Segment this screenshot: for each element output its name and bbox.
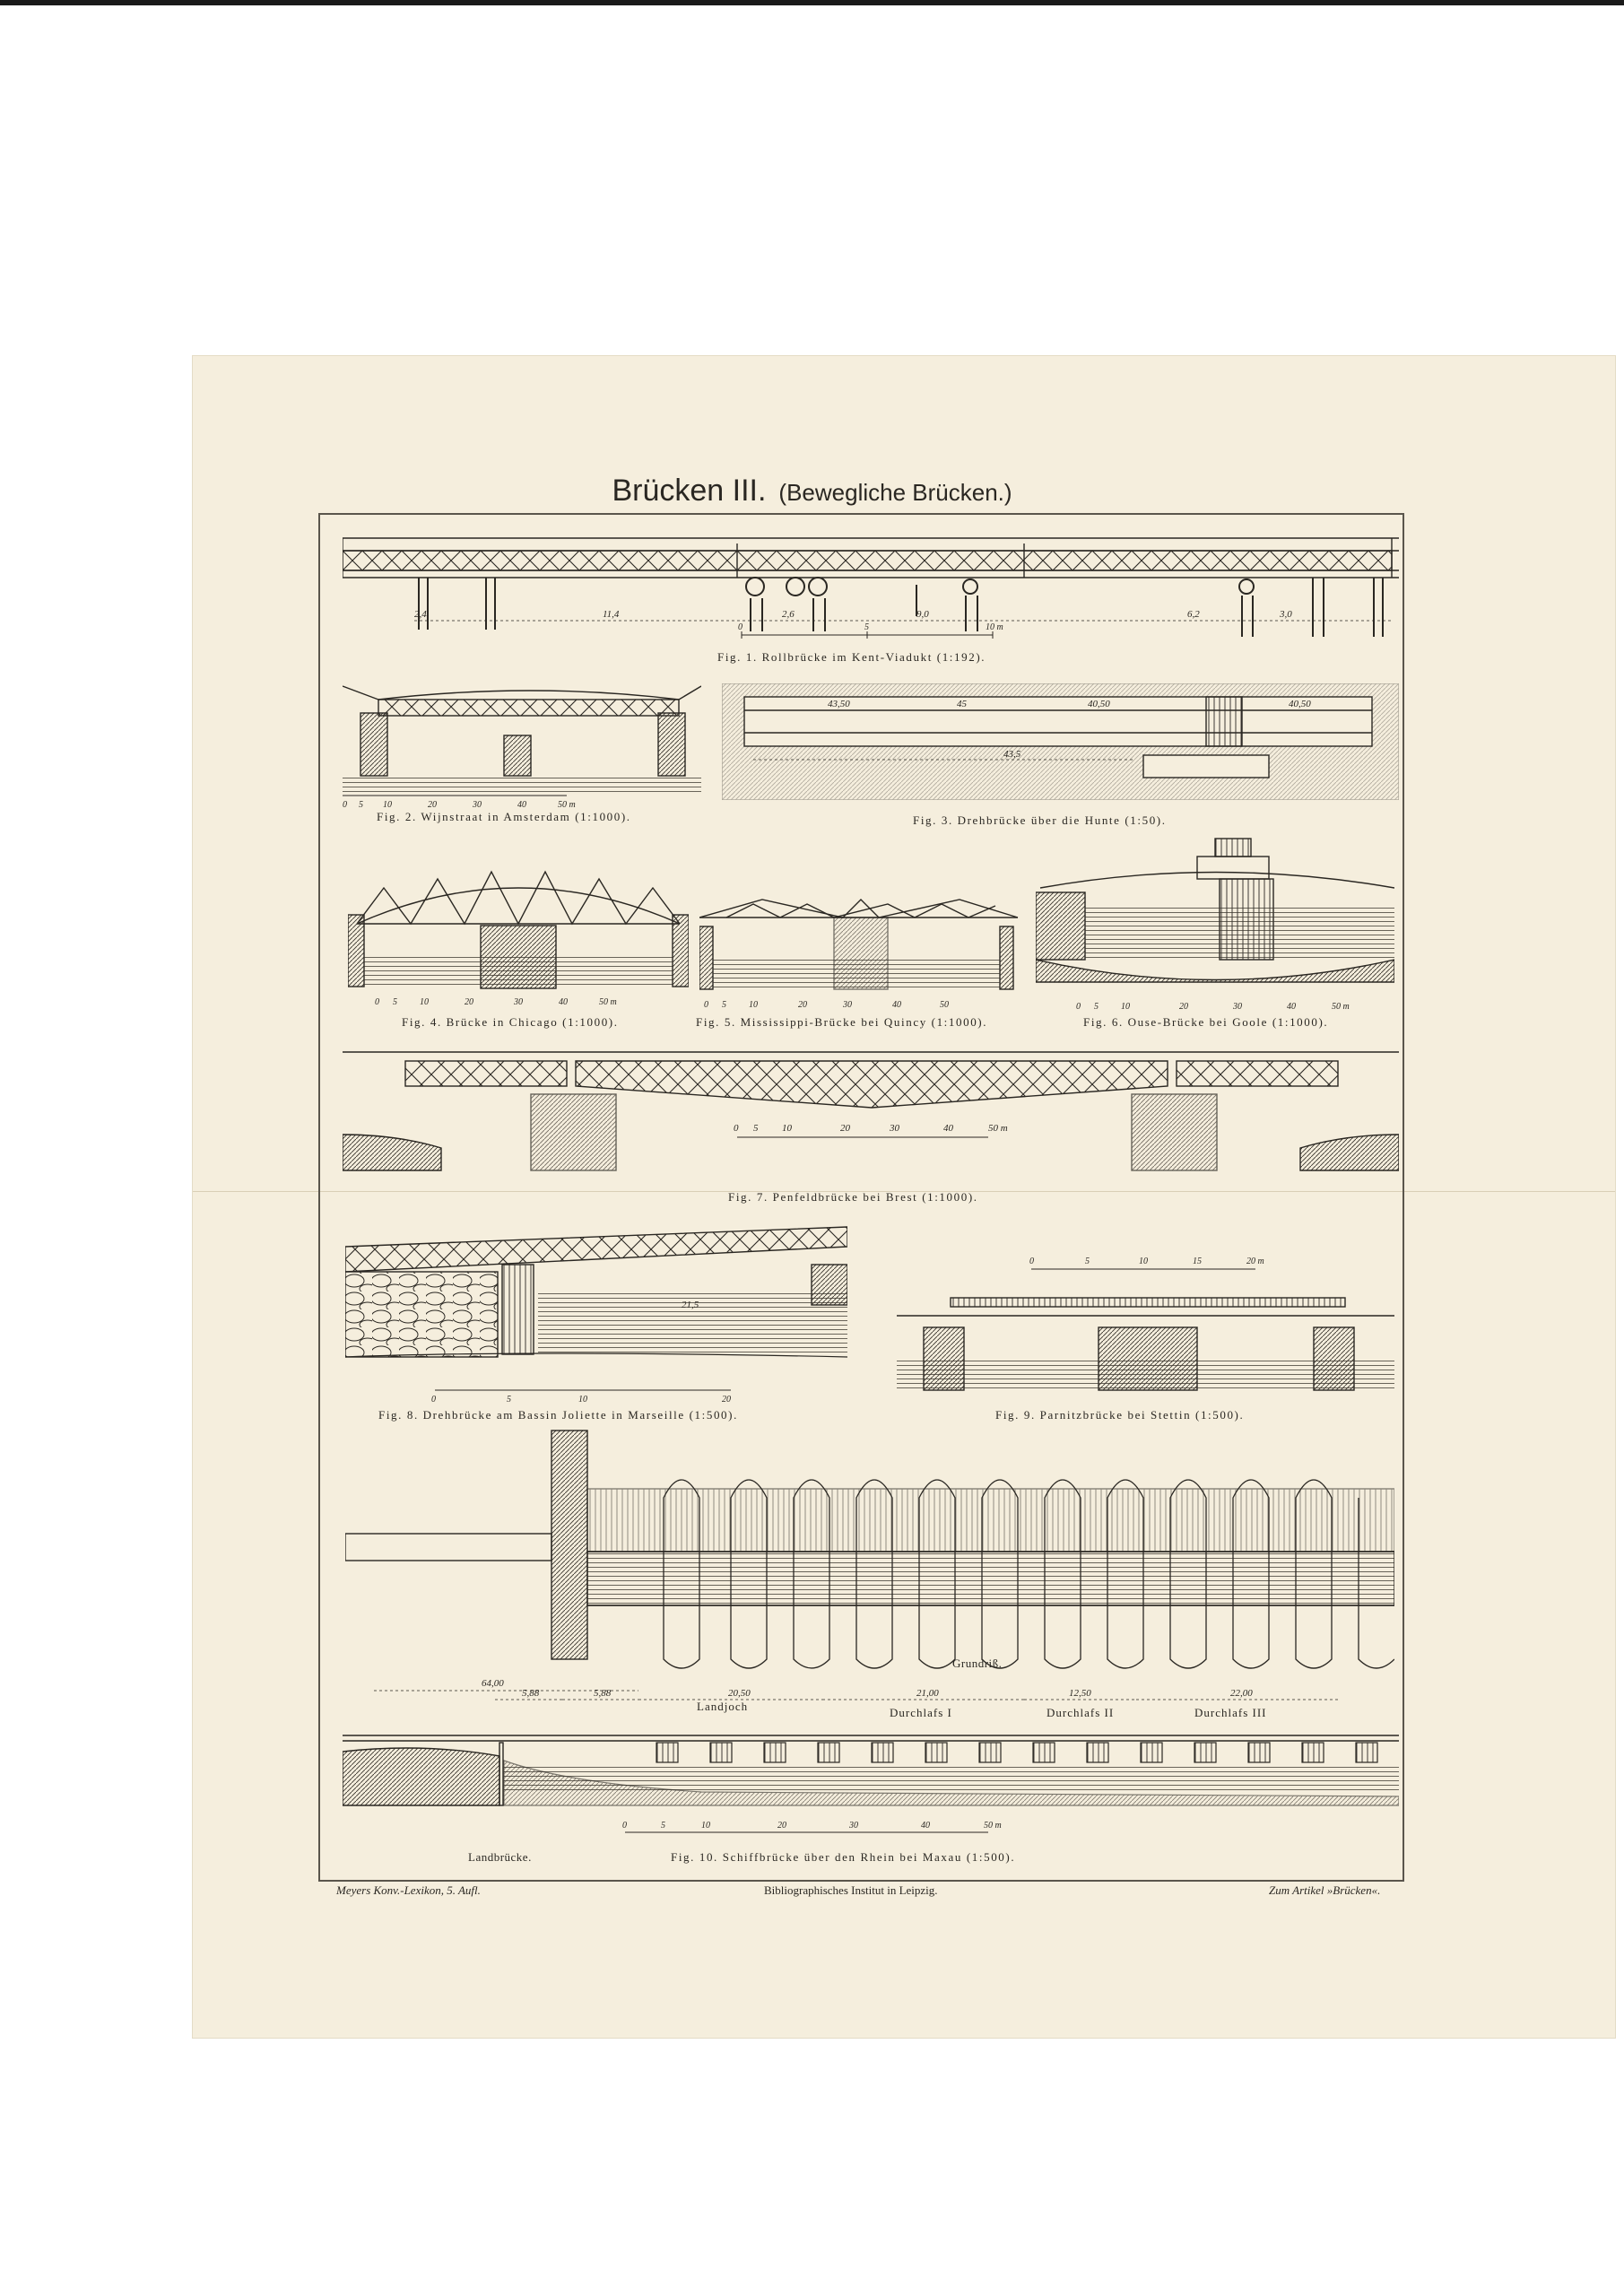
fig8-scale-1: 5: [507, 1395, 511, 1405]
fig10-grundriss-label: Grundriß.: [952, 1657, 1003, 1670]
fig4-scale-4: 30: [514, 997, 523, 1007]
fig3-dim-c: 40,50: [1088, 699, 1110, 709]
fig8-caption: Fig. 8. Drehbrücke am Bassin Joliette in Marseille (1:500).: [378, 1408, 738, 1422]
fig2-caption: Fig. 2. Wijnstraat in Amsterdam (1:1000).: [377, 810, 631, 823]
fig7-caption: Fig. 7. Penfeldbrücke bei Brest (1:1000).: [728, 1190, 978, 1204]
fig4-scale-2: 10: [420, 997, 429, 1007]
fig5-drawing: [699, 895, 1022, 1010]
fig10-caption: Fig. 10. Schiffbrücke über den Rhein bei Maxau (1:500).: [671, 1850, 1016, 1864]
fig1-scale-0: 0: [738, 622, 743, 632]
fig6-scale-1: 5: [1094, 1002, 1099, 1012]
fig2-drawing: [343, 677, 701, 812]
fig1-dim-a: 2,4: [414, 609, 427, 620]
fig10-scale-0: 0: [622, 1821, 627, 1831]
fig10-landbruecke-label: Landbrücke.: [468, 1850, 532, 1864]
fig4-scale-3: 20: [465, 997, 473, 1007]
fig2-scale-0: 0: [343, 800, 347, 810]
fig7-scale-2: 10: [782, 1123, 792, 1134]
fig4-scale-5: 40: [559, 997, 568, 1007]
fig1-drawing: [343, 531, 1399, 648]
fig3-caption: Fig. 3. Drehbrücke über die Hunte (1:50).: [913, 813, 1167, 827]
fig3-dim-d: 40,50: [1289, 699, 1311, 709]
fig10-durchlass1-label: Durchlafs I: [890, 1706, 952, 1719]
fig10-dim-22: 22,00: [1230, 1688, 1253, 1699]
fig10-dim-588b: 5,88: [594, 1688, 612, 1699]
fig8-drawing: [345, 1220, 847, 1408]
fig10-durchlass2-label: Durchlafs II: [1046, 1706, 1115, 1719]
fig10-scale-3: 20: [777, 1821, 786, 1831]
fig8-scale-3: 20: [722, 1395, 731, 1405]
fig10-pontoons: [656, 1743, 1377, 1762]
fig10-dim-12: 12,50: [1069, 1688, 1091, 1699]
fig1-dim-c: 2,6: [782, 609, 795, 620]
fig4-drawing: [348, 861, 689, 1009]
fig10-plan-drawing: [345, 1426, 1394, 1673]
fig10-durchlass3-label: Durchlafs III: [1194, 1706, 1267, 1719]
fig8-dim-a: 21,5: [682, 1300, 699, 1310]
fig7-scale-0: 0: [734, 1123, 739, 1134]
fig1-scale-1: 5: [864, 622, 869, 632]
fig2-scale-6: 50 m: [558, 800, 576, 810]
fig4-scale-1: 5: [393, 997, 397, 1007]
fig1-scale-2: 10 m: [986, 622, 1003, 632]
fig5-scale-5: 40: [892, 1000, 901, 1010]
fig10-elevation-drawing: [343, 1671, 1399, 1850]
fig7-scale-5: 40: [943, 1123, 953, 1134]
fig9-caption: Fig. 9. Parnitzbrücke bei Stettin (1:500).: [995, 1408, 1245, 1422]
fig9-scale-0: 0: [1029, 1257, 1034, 1266]
fig9-drawing: [897, 1251, 1394, 1404]
fig10-scale-1: 5: [661, 1821, 665, 1831]
fig2-scale-1: 5: [359, 800, 363, 810]
fig5-scale-4: 30: [843, 1000, 852, 1010]
fig10-dim-588a: 5,88: [522, 1688, 540, 1699]
fig6-scale-6: 50 m: [1332, 1002, 1350, 1012]
fig1-dim-d: 9,0: [916, 609, 929, 620]
fig2-scale-5: 40: [517, 800, 526, 810]
fig9-scale-3: 15: [1193, 1257, 1202, 1266]
fig3-dim-a: 43,50: [828, 699, 850, 709]
footer-publisher: Bibliographisches Institut in Leipzig.: [764, 1883, 938, 1897]
fig7-scale-1: 5: [753, 1123, 759, 1134]
scan-top-edge: [0, 0, 1624, 5]
fig9-scale-4: 20 m: [1246, 1257, 1264, 1266]
fig1-dim-b: 11,4: [603, 609, 620, 620]
fig10-dim-20: 20,50: [728, 1688, 751, 1699]
fig10-scale-6: 50 m: [984, 1821, 1002, 1831]
fig10-dim-64: 64,00: [482, 1678, 504, 1689]
fig3-dim-b: 45: [957, 699, 967, 709]
fig1-dim-f: 3,0: [1280, 609, 1292, 620]
fig9-scale-1: 5: [1085, 1257, 1090, 1266]
fig6-caption: Fig. 6. Ouse-Brücke bei Goole (1:1000).: [1083, 1015, 1329, 1029]
plate-title: [0, 474, 1624, 509]
fig10-scale-4: 30: [849, 1821, 858, 1831]
fig5-scale-1: 5: [722, 1000, 726, 1010]
fig1-dim-e: 6,2: [1187, 609, 1200, 620]
fig5-scale-3: 20: [798, 1000, 807, 1010]
fig6-scale-4: 30: [1233, 1002, 1242, 1012]
fig7-scale-4: 30: [890, 1123, 899, 1134]
footer-article-ref: Zum Artikel »Brücken«.: [1269, 1883, 1381, 1897]
fig5-caption: Fig. 5. Mississippi-Brücke bei Quincy (1:1000).: [696, 1015, 988, 1029]
plate-title-sub: (Bewegliche Brücken.): [778, 479, 1012, 506]
fig1-caption: Fig. 1. Rollbrücke im Kent-Viadukt (1:192).: [717, 650, 986, 664]
fig6-scale-0: 0: [1076, 1002, 1081, 1012]
fig6-scale-3: 20: [1179, 1002, 1188, 1012]
plate-title-main: Brücken III.: [612, 474, 767, 508]
fig9-scale-2: 10: [1139, 1257, 1148, 1266]
fig8-scale-0: 0: [431, 1395, 436, 1405]
fig4-scale-0: 0: [375, 997, 379, 1007]
fig5-scale-6: 50: [940, 1000, 949, 1010]
fig6-scale-5: 40: [1287, 1002, 1296, 1012]
fig8-scale-2: 10: [578, 1395, 587, 1405]
fig4-caption: Fig. 4. Brücke in Chicago (1:1000).: [402, 1015, 619, 1029]
fig10-landjoch-label: Landjoch: [697, 1700, 749, 1713]
fig7-scale-6: 50 m: [988, 1123, 1008, 1134]
fig2-scale-4: 30: [473, 800, 482, 810]
fig2-scale-2: 10: [383, 800, 392, 810]
fig3-dim-e: 43,5: [1003, 749, 1021, 760]
fig7-scale-3: 20: [840, 1123, 850, 1134]
fig6-scale-2: 10: [1121, 1002, 1130, 1012]
fig2-scale-3: 20: [428, 800, 437, 810]
fig5-scale-0: 0: [704, 1000, 708, 1010]
fig10-scale-2: 10: [701, 1821, 710, 1831]
fig6-drawing: [1036, 834, 1394, 1013]
fig7-drawing: [343, 1045, 1399, 1187]
fig10-dim-21: 21,00: [916, 1688, 939, 1699]
fig3-drawing: [722, 683, 1399, 800]
footer-publication: Meyers Konv.-Lexikon, 5. Aufl.: [336, 1883, 481, 1897]
fig5-scale-2: 10: [749, 1000, 758, 1010]
fig10-scale-5: 40: [921, 1821, 930, 1831]
fig4-scale-6: 50 m: [599, 997, 617, 1007]
